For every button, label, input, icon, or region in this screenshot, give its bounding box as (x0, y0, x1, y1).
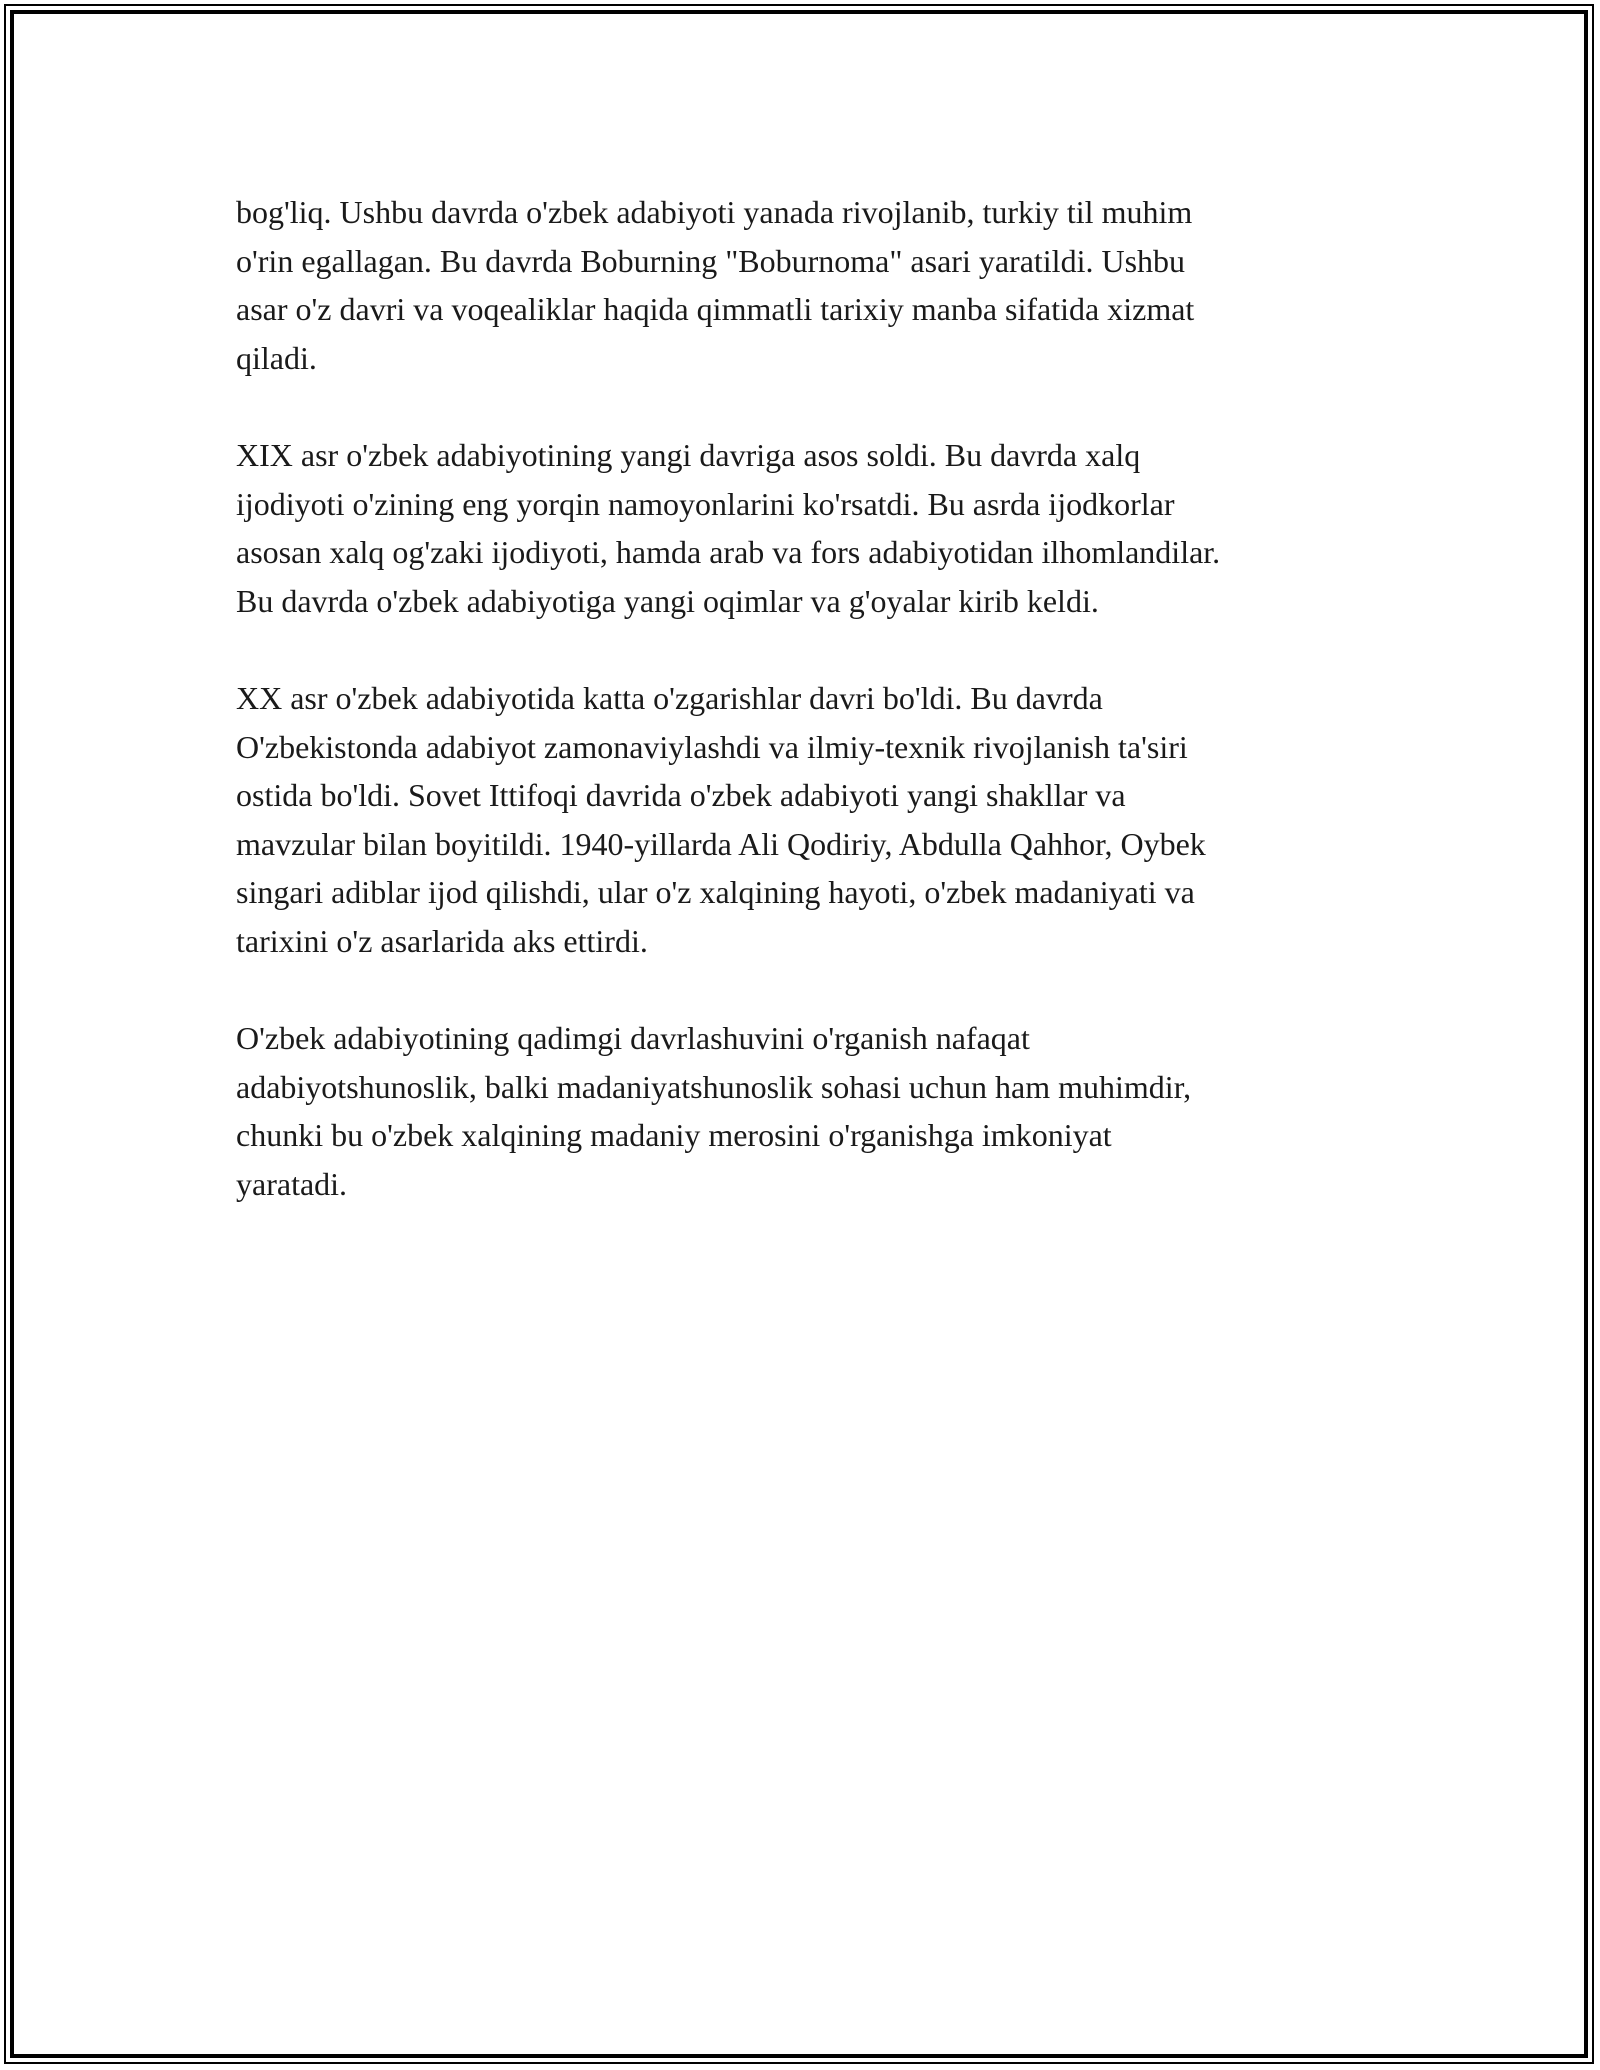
paragraph-1 (236, 188, 1376, 382)
text-line: o'rin egallagan. Bu davrda Boburning "Boburnoma" asari yaratildi. Ushbu (236, 242, 1186, 279)
text-line: O'zbek adabiyotining qadimgi davrlashuvini o'rganish nafaqat (236, 1020, 1030, 1056)
text-line: mavzular bilan boyitildi. 1940-yillarda Ali Qodiriy, Abdulla Qahhor, Oybek (236, 825, 1206, 862)
text-line: ijodiyoti o'zining eng yorqin namoyonlarini ko'rsatdi. Bu asrda ijodkorlar (236, 485, 1175, 522)
text-line: asosan xalq og'zaki ijodiyoti, hamda arab va fors adabiyotidan ilhomlandilar. (236, 534, 1221, 570)
text-line: ostida bo'ldi. Sovet Ittifoqi davrida o'zbek adabiyoti yangi shakllar va (236, 777, 1126, 813)
text-line: XX asr o'zbek adabiyotida katta o'zgarishlar davri bo'ldi. Bu davrda (236, 680, 1103, 716)
paragraph-3 (236, 674, 1376, 965)
paragraph-4 (236, 1014, 1376, 1208)
text-line: Bu davrda o'zbek adabiyotiga yangi oqimlar va g'oyalar kirib keldi. (236, 582, 1099, 619)
text-line: qiladi. (236, 339, 317, 376)
text-line: chunki bu o'zbek xalqining madaniy merosini o'rganishga imkoniyat (236, 1117, 1112, 1153)
text-line: yaratadi. (236, 1165, 348, 1202)
text-line: tarixini o'z asarlarida aks ettirdi. (236, 922, 648, 959)
text-line: XIX asr o'zbek adabiyotining yangi davriga asos soldi. Bu davrda xalq (236, 437, 1141, 473)
paragraph-2 (236, 431, 1376, 625)
document-body (236, 188, 1376, 1257)
text-line: singari adiblar ijod qilishdi, ular o'z xalqining hayoti, o'zbek madaniyati va (236, 874, 1195, 910)
text-line: asar o'z davri va voqealiklar haqida qimmatli tarixiy manba sifatida xizmat (236, 291, 1195, 327)
text-line: O'zbekistonda adabiyot zamonaviylashdi va ilmiy-texnik rivojlanish ta'siri (236, 728, 1188, 765)
text-line: bog'liq. Ushbu davrda o'zbek adabiyoti yanada rivojlanib, turkiy til muhim (236, 194, 1193, 230)
text-line: adabiyotshunoslik, balki madaniyatshunoslik sohasi uchun ham muhimdir, (236, 1068, 1192, 1105)
